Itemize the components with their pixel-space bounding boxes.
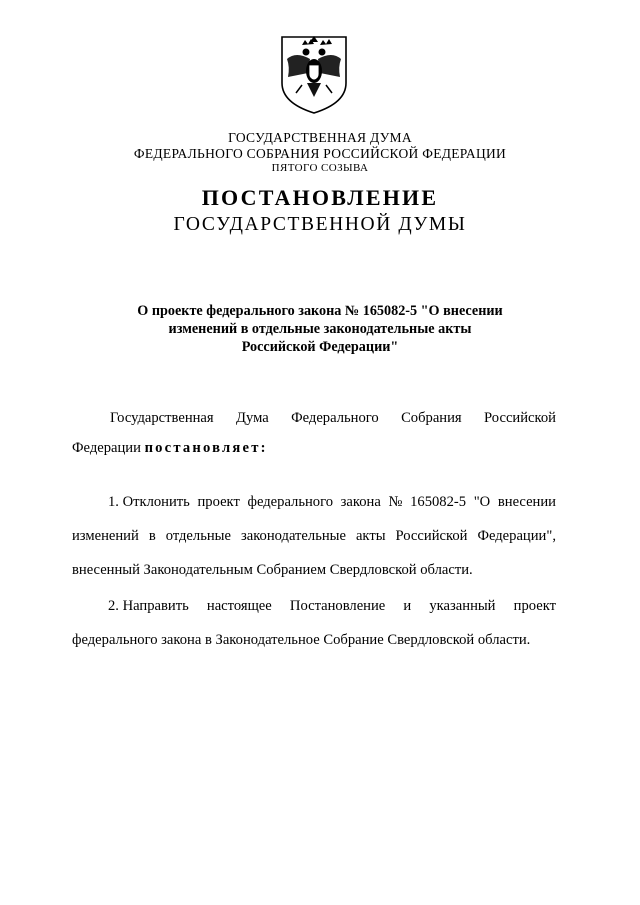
document-title: ПОСТАНОВЛЕНИЕ (201, 185, 439, 210)
preamble-line-1 (72, 410, 556, 427)
item1-line-1 (72, 494, 556, 511)
item1-word: проект (197, 494, 240, 510)
header-line-federal-assembly: ФЕДЕРАЛЬНОГО СОБРАНИЯ РОССИЙСКОЙ ФЕДЕРАЦИИ (133, 146, 507, 161)
item2-word: проект (513, 598, 556, 614)
preamble-word: Российской (484, 410, 556, 426)
item1-word: Федерации", (477, 528, 556, 544)
item1-word: 165082-5 (410, 494, 467, 510)
item1-word: № (388, 494, 403, 510)
item1-line-3: внесенный Законодательным Собранием Свердловской области. (72, 562, 473, 578)
item2-word: 2. Направить (108, 598, 189, 614)
subject-line: Российской Федерации" (241, 339, 399, 355)
document-subject (60, 302, 580, 356)
resolution-item-1 (72, 494, 556, 579)
preamble-word: Собрания (401, 410, 462, 426)
preamble-word: Государственная (110, 410, 214, 426)
item1-word: Российской (395, 528, 468, 544)
preamble-word: Федерального (291, 410, 379, 426)
header-line-convocation: ПЯТОГО СОЗЫВА (271, 162, 369, 174)
item2-word: указанный (429, 598, 496, 614)
resolution-item-2 (72, 598, 556, 649)
preamble-word: Федерации (72, 440, 141, 456)
item1-word: отдельные (165, 528, 231, 544)
item2-word: настоящее (206, 598, 272, 614)
resolves-word: постановляет: (144, 440, 268, 456)
item1-word: закона (340, 494, 381, 510)
item1-word: в (148, 528, 156, 544)
item2-line-2: федерального закона в Законодательное Собрание Свердловской области. (72, 632, 531, 648)
subject-line: изменений в отдельные законодательные акты (168, 321, 472, 337)
subject-line: О проекте федерального закона № 165082-5 "О внесении (137, 303, 503, 319)
item1-word: 1. Отклонить (108, 494, 190, 510)
item1-line-2 (72, 528, 556, 545)
coat-of-arms-emblem (274, 33, 354, 115)
item2-line-1 (72, 598, 556, 615)
item2-word: и (403, 598, 412, 614)
item1-word: изменений (72, 528, 139, 544)
item1-word: "О (473, 494, 491, 510)
item1-word: федерального (247, 494, 334, 510)
header-line-duma: ГОСУДАРСТВЕННАЯ ДУМА (228, 130, 412, 145)
item1-word: законодательные (240, 528, 346, 544)
preamble-paragraph (72, 410, 556, 457)
item2-word: Постановление (289, 598, 386, 614)
preamble-line-2 (72, 440, 556, 457)
item1-word: внесении (497, 494, 556, 510)
document-subtitle: ГОСУДАРСТВЕННОЙ ДУМЫ (173, 214, 467, 235)
preamble-word: Дума (236, 410, 269, 426)
item1-word: акты (355, 528, 386, 544)
